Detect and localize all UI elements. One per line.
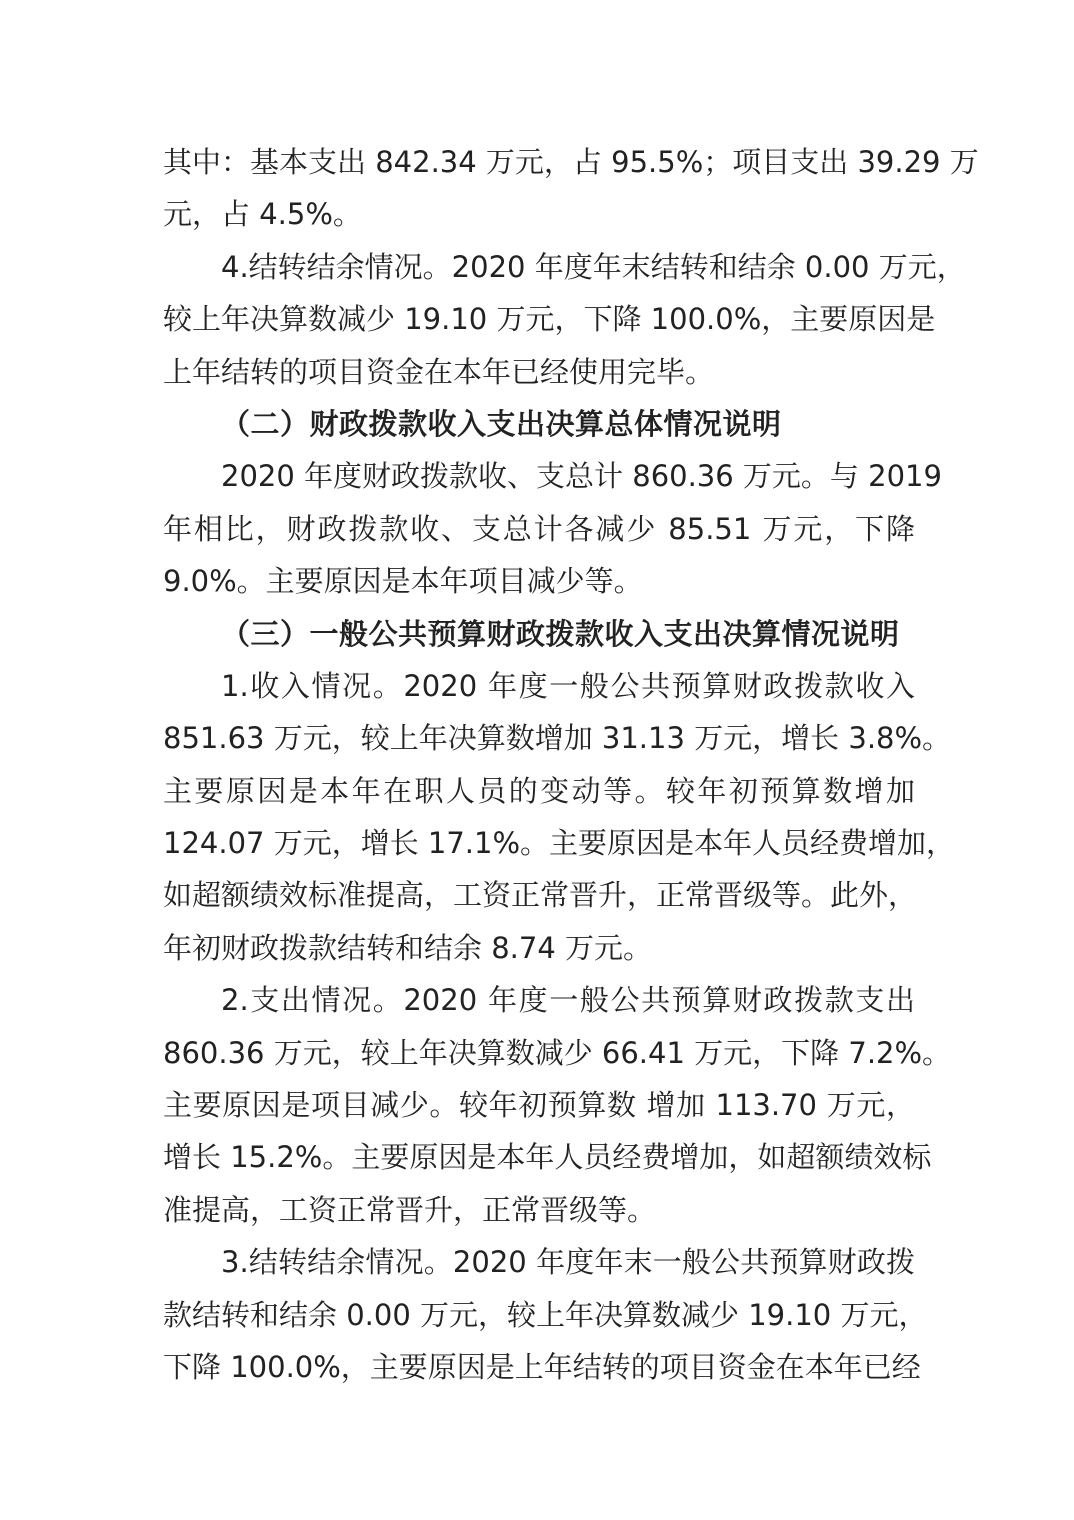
paragraph-basic-expenditure (163, 136, 979, 241)
text-line: 主要原因是本年在职人员的变动等。较年初预算数增加 (163, 773, 915, 808)
document-body (163, 136, 979, 1393)
text-line: 主要原因是项目减少。较年初预算数 增加 113.70 万元， (163, 1088, 915, 1123)
text-line: 3.结转结余情况。2020 年度年末一般公共预算财政拨 (221, 1245, 915, 1280)
text-line: 下降 100.0%，主要原因是上年结转的项目资金在本年已经 (163, 1349, 921, 1384)
paragraph-fiscal-totals (163, 450, 942, 607)
text-line: 款结转和结余 0.00 万元，较上年决算数减少 19.10 万元， (163, 1297, 928, 1332)
text-line: 上年结转的项目资金在本年已经使用完毕。 (163, 354, 715, 389)
text-line: 851.63 万元，较上年决算数增加 31.13 万元，增长 3.8%。 (163, 721, 952, 756)
text-line: 如超额绩效标准提高，工资正常晋升，正常晋级等。此外， (163, 878, 918, 913)
heading-text: （三）一般公共预算财政拨款收入支出决算情况说明 (221, 616, 900, 651)
paragraph-expenditure (163, 974, 952, 1236)
text-line: 增长 15.2%。主要原因是本年人员经费增加，如超额绩效标 (163, 1140, 932, 1175)
section-heading-general-budget (163, 608, 915, 660)
text-line: 2020 年度财政拨款收、支总计 860.36 万元。与 2019 (221, 459, 942, 494)
text-line: 2.支出情况。2020 年度一般公共预算财政拨款支出 (221, 983, 915, 1018)
text-line: 较上年决算数减少 19.10 万元，下降 100.0%，主要原因是 (163, 302, 936, 337)
paragraph-general-carryover (163, 1236, 928, 1393)
text-line: 124.07 万元，增长 17.1%。主要原因是本年人员经费增加， (163, 826, 956, 861)
text-line: 元，占 4.5%。 (163, 197, 362, 232)
heading-text: （二）财政拨款收入支出决算总体情况说明 (221, 406, 782, 441)
text-line: 9.0%。主要原因是本年项目减少等。 (163, 564, 643, 599)
text-line: 其中：基本支出 842.34 万元，占 95.5%；项目支出 39.29 万 (163, 145, 979, 179)
text-line: 准提高，工资正常晋升，正常晋级等。 (163, 1192, 657, 1227)
paragraph-carryover-balance (163, 241, 966, 398)
text-line: 1.收入情况。2020 年度一般公共预算财政拨款收入 (221, 668, 915, 703)
text-line: 860.36 万元，较上年决算数减少 66.41 万元，下降 7.2%。 (163, 1035, 952, 1070)
text-line: 年相比，财政拨款收、支总计各减少 85.51 万元，下降 (163, 511, 915, 546)
text-line: 4.结转结余情况。2020 年度年末结转和结余 0.00 万元， (221, 249, 966, 284)
paragraph-income (163, 660, 956, 974)
section-heading-fiscal-overview (163, 398, 915, 450)
text-line: 年初财政拨款结转和结余 8.74 万元。 (163, 930, 653, 965)
